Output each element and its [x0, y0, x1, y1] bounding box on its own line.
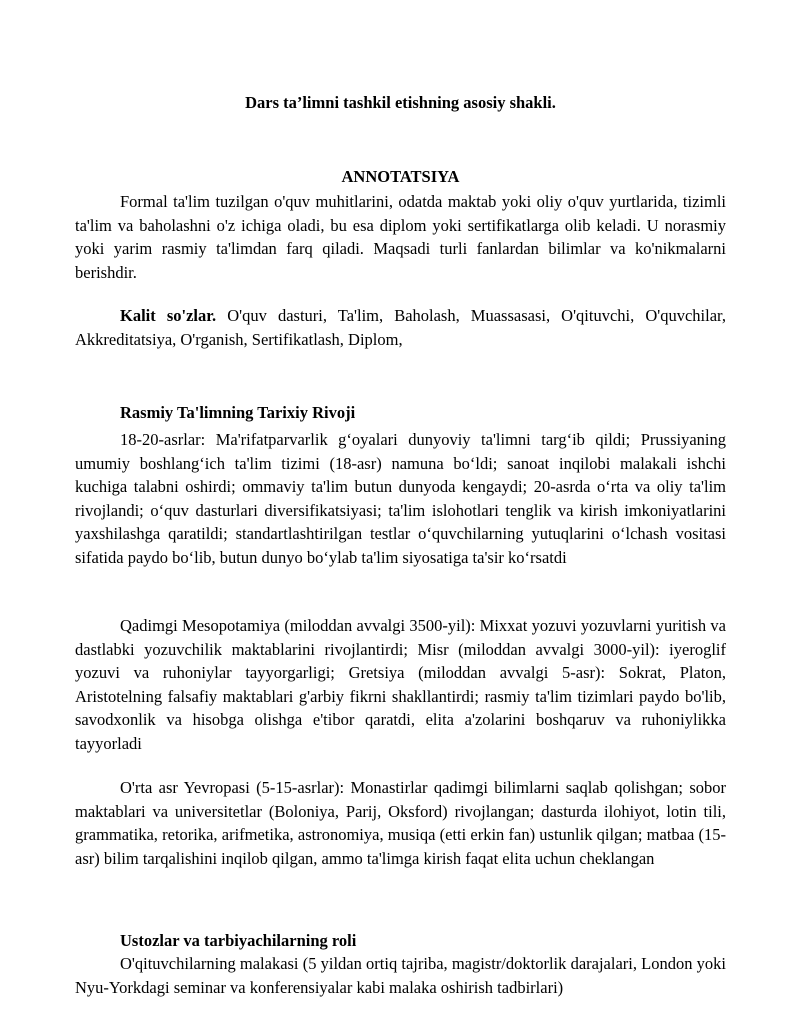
document-title: Dars ta’limni tashkil etishning asosiy shakli. [245, 93, 556, 112]
history-paragraph-medieval: O'rta asr Yevropasi (5-15-asrlar): Monastirlar qadimgi bilimlarni saqlab qolishgan; sobor maktablari va universitetlar (Boloniya, Parij, Oksford) rivojlangan; dasturda ilohiyot, lotin tili, grammatika, retorika, arifmetika, astronomiya, musiqa (etti erkin fan) ustunlik qilgan; matbaa (15-asr) bilim tarqalishini inqilob qilgan, ammo ta'limga kirish faqat elita uchun cheklangan [75, 778, 726, 868]
roles-paragraph: O'qituvchilarning malakasi (5 yildan ortiq tajriba, magistr/doktorlik darajalari, London yoki Nyu-Yorkdagi seminar va konferensiyalar kabi malaka oshirish tadbirlari) [75, 954, 726, 997]
keywords-list: O'quv dasturi, Ta'lim, Baholash, Muassasasi, O'qituvchi, O'quvchilar, Akkreditatsiya, O'rganish, Sertifikatlash, Diplom, [75, 306, 726, 349]
history-paragraph-modern: 18-20-asrlar: Ma'rifatparvarlik g‘oyalari dunyoviy ta'limni targ‘ib qildi; Prussiyaning umumiy boshlang‘ich ta'lim tizimi (18-asr) namuna bo‘ldi; sanoat inqilobi malakali ishchi kuchiga talabni oshirdi; ommaviy ta'lim butun dunyoda kengaydi; 20-asrda o‘rta va oliy ta'lim rivojlandi; o‘quv dasturlari diversifikatsiyasi; ta'lim islohotlari tenglik va kirish imkoniyatlarini yaxshilashga qaratildi; standartlashtirilgan testlar o‘quvchilarning yutuqlarini o‘lchash vositasi sifatida paydo bo‘lib, butun dunyo bo‘ylab ta'lim siyosatiga ta'sir ko‘rsatdi [75, 430, 726, 567]
keywords-paragraph [75, 304, 726, 351]
roles-heading: Ustozlar va tarbiyachilarning roli [120, 931, 357, 950]
history-paragraph-ancient: Qadimgi Mesopotamiya (miloddan avvalgi 3500-yil): Mixxat yozuvi yozuvlarni yuritish va dastlabki yozuvchilik maktablarini rivojlantirdi; Misr (miloddan avvalgi 3000-yil): iyeroglif yozuvi va ruhoniylar tayyorgarligi; Gretsiya (miloddan avvalgi 5-asr): Sokrat, Platon, Aristotelning falsafiy maktablari g'arbiy fikrni shakllantirdi; rasmiy ta'lim tizimlari paydo bo'lib, savodxonlik va hisobga olishga e'tibor qaratdi, elita a'zolarini boshqaruv va ruhoniylikka tayyorladi [75, 616, 726, 753]
annotation-paragraph: Formal ta'lim tuzilgan o'quv muhitlarini, odatda maktab yoki oliy o'quv yurtlarida, tizimli ta'lim va baholashni o'z ichiga oladi, bu esa diplom yoki sertifikatlarga olib keladi. U norasmiy yoki yarim rasmiy ta'limdan farq qiladi. Maqsadi turli fanlardan bilimlar va ko'nikmalarni berishdir. [75, 192, 726, 282]
annotation-heading: ANNOTATSIYA [341, 167, 460, 186]
keywords-label: Kalit so'zlar. [120, 306, 217, 325]
history-heading: Rasmiy Ta'limning Tarixiy Rivoji [120, 403, 356, 422]
